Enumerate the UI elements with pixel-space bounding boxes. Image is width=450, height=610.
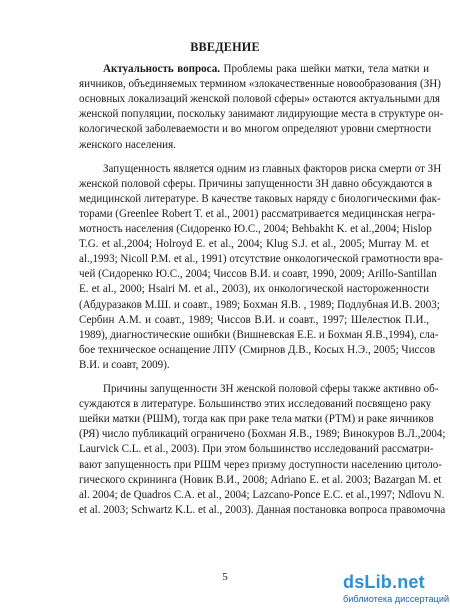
page-heading: ВВЕДЕНИЕ: [190, 40, 260, 54]
text-line: шейки матки (РШМ), тогда как при раке тела матки (РТМ) и раке яичников: [79, 413, 434, 426]
text-line: бое техническое оснащение ЛПУ (Смирнов Д.В., Косых Н.Э., 2005; Чиссов: [79, 343, 436, 356]
text-line: al.,1993; Nicoll P.M. et al., 1991) отсутствие онкологической грамотности вра-: [79, 253, 443, 266]
text-line: (Абдуразаков М.Ш. и соавт., 1989; Бохман Я.В. , 1989; Подлубная И.В. 2003;: [79, 298, 440, 311]
text-line: вают запущенность при РШМ через призму доступности населению цитоло-: [79, 458, 442, 471]
text-line: Laurvick C.L. et al., 2003). При этом большинство исследований рассматри-: [79, 443, 434, 456]
section-lead: Актуальность вопроса.: [103, 63, 220, 75]
text-line: мотность населения (Сидоренко Ю.С., 2004; Behbakht K. et al.,2004; Hislop: [79, 223, 432, 235]
page-number: 5: [222, 571, 228, 583]
text-line: [103, 62, 429, 77]
text-line: В.И. и соавт, 2009).: [79, 358, 170, 371]
lead-continuation: Проблемы рака шейки матки, тела матки и: [220, 63, 429, 75]
text-line: Сербин А.М. и соавт., 1989; Чиссов В.И. и соавт., 1997; Шелестюк П.И.,: [79, 313, 429, 326]
text-line: чей (Сидоренко Ю.С., 2004; Чиссов В.И. и соавт, 1990, 2009; Arillo-Santillan: [79, 268, 437, 281]
text-line: 1989), диагностические ошибки (Вишневская Е.Е. и Бохман Я.В.,1994), сла-: [79, 328, 439, 341]
text-line: Причины запущенности ЗН женской половой сферы также активно об-: [103, 383, 439, 395]
text-line: гического скрининга (Новик В.И., 2008; Adriano E. et al. 2003; Bazargan M. et: [79, 473, 442, 486]
text-line: E. et al., 2000; Hsairi M. et al., 2003), их онкологической настороженности: [79, 283, 429, 296]
text-line: женской половой сферы. Причины запущенности ЗН давно обсуждаются в: [79, 177, 433, 190]
text-line: основных локализаций женской половой сферы» остаются актуальными для: [79, 93, 440, 106]
text-line: T.G. et al.,2004; Holroyd E. et al., 2004; Klug S.J. et al., 2005; Murray M. et: [79, 238, 429, 251]
text-line: кологической заболеваемости и во многом определяют уровни смертности: [79, 123, 432, 136]
text-line: женской популяции, поскольку занимают лидирующие места в структуре он-: [79, 108, 444, 121]
text-line: суждаются в литературе. Большинство этих исследований посвящено раку: [79, 398, 432, 411]
watermark-site: dsLib.net: [343, 572, 425, 592]
text-line: медицинской литературе. В качестве таковых наряду с биологическими фак-: [79, 192, 441, 205]
text-line: яичников, объединяемых термином «злокачественные новообразования (ЗН): [79, 78, 441, 91]
text-line: (РЯ) число публикаций ограничено (Бохман Я.В., 1989; Винокуров В.Л.,2004;: [79, 428, 446, 441]
watermark-logo: [343, 572, 450, 608]
watermark-caption: библиотека диссертаций: [343, 594, 450, 604]
text-line: al. 2004; de Quadros C.A. et al., 2004; Lazcano-Ponce E.C. et al.,1997; Ndlovu N.: [79, 488, 445, 501]
text-line: торами (Greenlee Robert T. et al., 2001) рассматривается медицинская негра-: [79, 207, 436, 220]
text-line: женского населения.: [79, 138, 176, 151]
text-line: et al. 2003; Schwartz K.L. et al., 2003). Данная постановка вопроса правомочна: [79, 503, 446, 516]
text-line: Запущенность является одним из главных факторов риска смерти от ЗН: [103, 162, 442, 175]
